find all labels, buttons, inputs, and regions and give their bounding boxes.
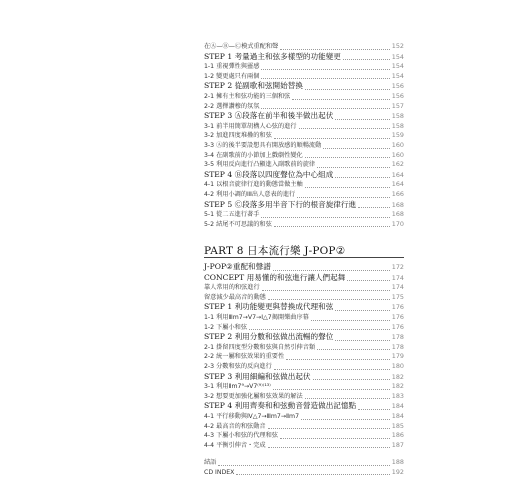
toc-leader-dots: [317, 167, 390, 168]
toc-entry-title: STEP 3 利用細編和弦做出起伏: [204, 371, 311, 381]
toc-subsection-entry: [204, 412, 404, 422]
toc-page-number: 154: [391, 71, 404, 80]
toc-leader-dots: [274, 226, 390, 227]
toc-section-entry: [204, 332, 404, 343]
toc-page-number: 154: [391, 62, 404, 71]
toc-leader-dots: [280, 438, 390, 439]
toc-entry-title: 4-1 平行移動與Ⅳ△7→Ⅲm7→Ⅱm7: [204, 412, 300, 420]
toc-entry-title: 3-4 在副歌前的小節加上戲劇性變化: [204, 151, 303, 159]
toc-leader-dots: [261, 108, 389, 109]
toc-subsection-entry: [204, 343, 404, 353]
toc-leader-dots: [335, 310, 390, 311]
toc-page-number: 174: [391, 273, 404, 282]
part-heading: PART 8 日本流行樂 J-POP②: [204, 245, 346, 257]
toc-page-number: 176: [391, 303, 404, 312]
toc-subsection-entry: [204, 220, 404, 230]
toc-page-number: 154: [391, 52, 404, 61]
toc-leader-dots: [335, 177, 390, 178]
toc-subsection-entry: [204, 283, 404, 293]
toc-entry-title: 4-3 下屬小和弦的代理和弦: [204, 432, 278, 440]
toc-page-number: 184: [391, 411, 404, 420]
toc-leader-dots: [286, 359, 390, 360]
toc-subsection-entry: [204, 42, 404, 52]
toc-subsection-entry: [204, 362, 404, 372]
toc-leader-dots: [292, 99, 389, 100]
toc-section-entry: [204, 52, 404, 63]
toc-leader-dots: [262, 290, 390, 291]
toc-page-number: 180: [391, 361, 404, 370]
toc-backmatter-entry: [204, 468, 404, 478]
toc-subsection-entry: [204, 352, 404, 362]
toc-leader-dots: [261, 217, 389, 218]
toc-entry-title: 靠人常用的和弦進行: [204, 284, 260, 292]
toc-section-entry: [204, 401, 404, 412]
toc-leader-dots: [297, 197, 390, 198]
toc-entry-title: STEP 3 Ⓐ段落在前半和後半做出起伏: [204, 111, 334, 121]
toc-entry-title: STEP 1 利功能變更與替換成代理和弦: [204, 302, 334, 312]
toc-leader-dots: [249, 329, 390, 330]
toc-leader-dots: [335, 119, 390, 120]
toc-entry-title: 4-2 利用小調的ⅠⅡ出人意表的進行: [204, 190, 296, 198]
toc-backmatter-entry: [204, 458, 404, 468]
toc-page-number: 156: [391, 91, 404, 100]
toc-entry-title: STEP 4 利用齊奏和和弦動音營造做出記憶點: [204, 401, 357, 411]
toc-entry-title: 1-1 重視彈性與靈感: [204, 63, 260, 71]
toc-subsection-entry: [204, 190, 404, 200]
toc-leader-dots: [343, 59, 390, 60]
toc-page-number: 182: [391, 382, 404, 391]
toc-upper: [204, 42, 404, 229]
toc-leader-dots: [305, 89, 390, 90]
toc-page-number: 170: [391, 219, 404, 228]
toc-entry-title: 3-1 前半用簡單胡構人心弦的進行: [204, 122, 297, 130]
toc-subsection-entry: [204, 392, 404, 402]
toc-subsection-entry: [204, 382, 404, 392]
toc-subsection-entry: [204, 72, 404, 82]
toc-page-number: 152: [391, 42, 404, 50]
toc-page-number: 184: [391, 402, 404, 411]
toc-page-number: 176: [391, 312, 404, 321]
toc-entry-title: STEP 2 利用分數和弦做出流暢的聲位: [204, 332, 334, 342]
toc-leader-dots: [274, 369, 390, 370]
toc-leader-dots: [358, 409, 390, 410]
toc-leader-dots: [268, 299, 390, 300]
toc-leader-dots: [358, 207, 390, 208]
toc-entry-title: CONCEPT 用易懂的和弦進行讓人們起舞: [204, 272, 346, 282]
toc-entry-title: 2-3 分數和弦的反向進行: [204, 362, 272, 370]
toc-entry-title: 5-2 結尾不可思議的和弦: [204, 220, 272, 228]
toc-leader-dots: [323, 148, 390, 149]
toc-subsection-entry: [204, 122, 404, 132]
toc-entry-title: STEP 4 Ⓑ段落以四度聲位為中心組成: [204, 169, 334, 179]
toc-page-number: 164: [391, 180, 404, 189]
toc-leader-dots: [273, 389, 390, 390]
toc-page-number: 176: [391, 322, 404, 331]
toc-entry-title: 2-2 選擇讚穆的氛氛: [204, 102, 260, 110]
toc-page-number: 156: [391, 82, 404, 91]
toc-page-number: 185: [391, 421, 404, 430]
toc-leader-dots: [273, 270, 390, 271]
toc-entry-title: 4-1 以根音旋律行進的動態當做主軸: [204, 181, 303, 189]
toc-entry-title: 3-2 想要更加強化屬和弦效果的解法: [204, 392, 303, 400]
toc-entry-title: 4-2 最高音的和弦動音: [204, 422, 266, 430]
toc-page-number: 166: [391, 189, 404, 198]
toc-page-number: 179: [391, 352, 404, 361]
toc-entry-title: 留意減少最高音的動態: [204, 293, 266, 301]
toc-entry-title: 1-1 利用Ⅲm7→Ⅴ7→Ⅰ△7揭開樂曲序幕: [204, 313, 309, 321]
toc-leader-dots: [268, 447, 390, 448]
toc-subsection-entry: [204, 102, 404, 112]
toc-page-number: 178: [391, 333, 404, 342]
toc-page-number: 188: [391, 458, 404, 467]
toc-subsection-entry: [204, 422, 404, 432]
toc-page-number: 158: [391, 121, 404, 130]
toc-leader-dots: [299, 128, 390, 129]
toc-leader-dots: [317, 349, 390, 350]
toc-entry-title: 2-1 擁有主和弦功能的三個和弦: [204, 92, 291, 100]
toc-entry-title: 4-4 平衡引伸音・完成: [204, 441, 266, 449]
toc-leader-dots: [218, 465, 389, 466]
toc-page-number: 192: [391, 467, 404, 476]
toc-page-number: 162: [391, 160, 404, 169]
toc-page-number: 157: [391, 101, 404, 110]
toc-subsection-entry: [204, 293, 404, 303]
toc-subsection-entry: [204, 62, 404, 72]
toc-page-number: 183: [391, 391, 404, 400]
toc-entry-title: 3-1 利用Ⅱm7⁹→Ⅴ7⁽⁹⁾⁽¹³⁾: [204, 383, 271, 391]
toc-leader-dots: [236, 474, 389, 475]
toc-entry-title: 2-1 掛留四度型分數和弦與自然引伸音類: [204, 343, 316, 351]
toc-page-number: 160: [391, 140, 404, 149]
toc-entry-title: J-POP②重配和聲譜: [204, 262, 271, 271]
toc-leader-dots: [261, 69, 389, 70]
toc-section-entry: [204, 302, 404, 313]
toc-section-entry: [204, 372, 404, 383]
toc-page-number: 172: [391, 263, 404, 271]
toc-section-entry: [204, 273, 404, 284]
part-divider: [204, 257, 404, 258]
toc-entry-title: STEP 1 考量過主和弦多樣型的功能變更: [204, 51, 341, 61]
toc-leader-dots: [305, 187, 390, 188]
toc-entry-title: 2-2 統一屬和弦效果的重要性: [204, 353, 285, 361]
toc-page-number: 186: [391, 431, 404, 440]
toc-subsection-entry: [204, 180, 404, 190]
toc-page-number: 182: [391, 372, 404, 381]
toc-page-number: 168: [391, 210, 404, 219]
toc-subsection-entry: [204, 131, 404, 141]
toc-leader-dots: [274, 138, 390, 139]
toc-leader-dots: [305, 398, 390, 399]
toc-leader-dots: [335, 340, 390, 341]
toc-entry-title: 3-5 利用反向進行凸顯進入副歌前的旋律: [204, 161, 316, 169]
toc-page-number: 160: [391, 150, 404, 159]
toc-page-number: 175: [391, 292, 404, 301]
toc-entry-title: 1-2 下屬小和弦: [204, 323, 248, 331]
toc-entry-title: 5-1 從二五進行著手: [204, 211, 260, 219]
toc-leader-dots: [311, 320, 390, 321]
toc-entry-title: 3-2 加進四度堆疊的和弦: [204, 132, 272, 140]
toc-page-number: 158: [391, 112, 404, 121]
toc-subsection-entry: [204, 141, 404, 151]
toc-page-number: 159: [391, 131, 404, 140]
toc-leader-dots: [280, 49, 390, 50]
toc-subsection-entry: [204, 210, 404, 220]
toc-entry-title: 在Ⓐ—Ⓑ—Ⓒ模式重配和聲: [204, 43, 279, 50]
toc-entry-title: 1-2 變更處只有兩個: [204, 72, 260, 80]
toc-page-number: 187: [391, 440, 404, 449]
toc-subsection-entry: [204, 431, 404, 441]
toc-subsection-entry: [204, 323, 404, 333]
toc-section-entry: [204, 111, 404, 122]
toc-subsection-entry: [204, 313, 404, 323]
toc-subsection-entry: [204, 151, 404, 161]
toc-leader-dots: [347, 280, 389, 281]
toc-entry-title: CD INDEX: [204, 468, 235, 476]
toc-entry-title: 3-3 Ⓐ的後半要設想具有開放感的順暢流動: [204, 141, 322, 149]
toc-leader-dots: [261, 78, 389, 79]
toc-section-entry: [204, 200, 404, 211]
toc-leader-dots: [305, 157, 390, 158]
toc-entry-title: STEP 2 從副歌和弦開始替換: [204, 81, 303, 91]
toc-section-entry: [204, 262, 404, 273]
toc-subsection-entry: [204, 160, 404, 170]
toc-section-entry: [204, 81, 404, 92]
toc-page-number: 164: [391, 170, 404, 179]
toc-page-number: 174: [391, 283, 404, 292]
spacer: [204, 450, 404, 458]
toc-leader-dots: [301, 419, 390, 420]
toc-subsection-entry: [204, 92, 404, 102]
toc-leader-dots: [313, 379, 390, 380]
toc-entry-title: STEP 5 Ⓒ段落多用半音下行的根音旋律行進: [204, 199, 357, 209]
toc-page-number: 168: [391, 200, 404, 209]
toc-page-number: 178: [391, 342, 404, 351]
toc-leader-dots: [268, 428, 390, 429]
toc-entry-title: 結語: [204, 459, 217, 467]
toc-section-entry: [204, 170, 404, 181]
toc-subsection-entry: [204, 441, 404, 451]
toc-lower: [204, 262, 404, 477]
